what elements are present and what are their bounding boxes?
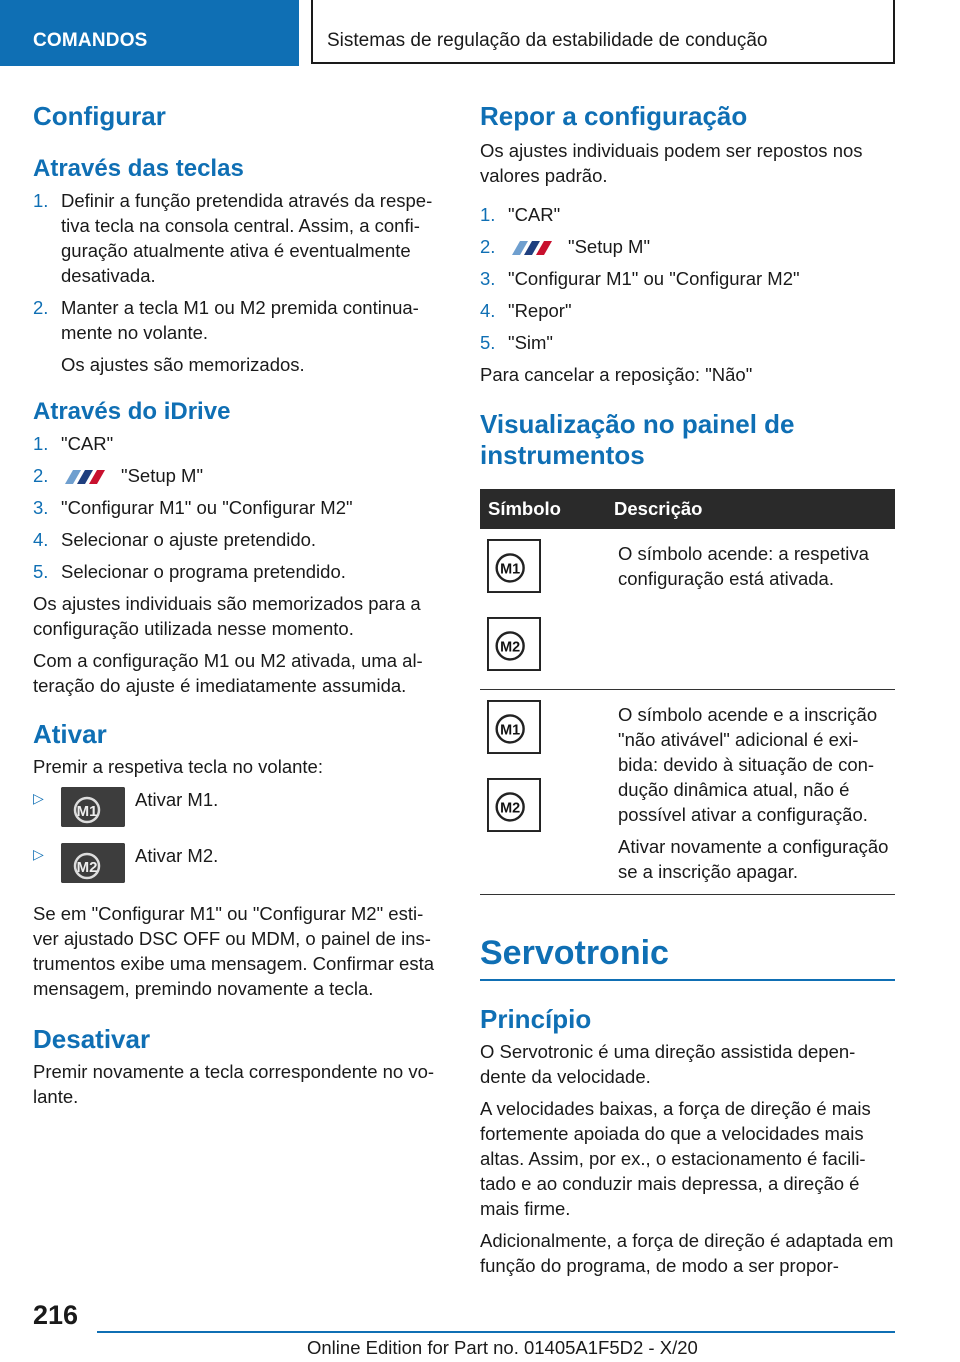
teclas-list bbox=[33, 188, 447, 345]
ativar-m1-item bbox=[33, 787, 447, 829]
ativar-m2-item bbox=[33, 843, 447, 885]
repor-cancel: Para cancelar a reposição: "Não" bbox=[480, 364, 753, 385]
servotronic-paragraph-3: Adicionalmente, a força de direção é adaptada em função do programa, de modo a ser propor- bbox=[480, 1230, 894, 1276]
chapter-header bbox=[311, 0, 895, 64]
row1-description: O símbolo acende: a respetiva configuração está ativada. bbox=[618, 543, 869, 589]
table-header-symbol: Símbolo bbox=[480, 489, 606, 529]
heading-desativar: Desativar bbox=[33, 1024, 151, 1054]
symbol-table bbox=[480, 489, 895, 895]
page-number: 216 bbox=[33, 1300, 79, 1330]
svg-text:M1: M1 bbox=[500, 722, 521, 739]
m2-button-icon bbox=[61, 843, 125, 883]
list-item: 4. "Repor" bbox=[480, 300, 572, 321]
list-item: 2. Manter a tecla M1 ou M2 premida continua-mente no volante. bbox=[33, 297, 419, 343]
right-column bbox=[480, 100, 895, 1278]
idrive-paragraph-1: Os ajustes individuais são memorizados para a configuração utilizada nesse momento. bbox=[33, 593, 421, 639]
list-item: 3. "Configurar M1" ou "Configurar M2" bbox=[480, 268, 800, 289]
triangle-bullet-icon: ▷ bbox=[33, 790, 44, 806]
ativar-intro: Premir a respetiva tecla no volante: bbox=[33, 756, 323, 777]
repor-list bbox=[480, 202, 895, 355]
table-header-description: Descrição bbox=[606, 489, 895, 529]
heading-servotronic: Servotronic bbox=[480, 934, 669, 972]
ativar-paragraph: Se em "Configurar M1" ou "Configurar M2" esti-ver ajustado DSC OFF ou MDM, o painel de ins-trumentos exibe uma mensagem. Confirmar esta mensagem, premindo novamente a tecla. bbox=[33, 903, 435, 999]
svg-text:M2: M2 bbox=[76, 859, 98, 876]
list-item: 2. "Setup M" bbox=[480, 236, 651, 257]
svg-text:M1: M1 bbox=[500, 561, 521, 578]
list-item: 2. "Setup M" bbox=[33, 465, 204, 486]
left-column bbox=[33, 100, 447, 1109]
section-label: COMANDOS bbox=[33, 30, 148, 51]
list-item: 3. "Configurar M1" ou "Configurar M2" bbox=[33, 497, 353, 518]
heading-principio: Princípio bbox=[480, 1004, 592, 1034]
m1-indicator-icon bbox=[487, 700, 541, 754]
chapter-title: Sistemas de regulação da estabilidade de condução bbox=[327, 30, 768, 51]
servotronic-paragraph-2: A velocidades baixas, a força de direção é mais fortemente apoiada do que a velocidades mais altas. Assim, por ex., o estacionamento é facili-tado e ao conduzir mais depressa, a direção é mais firme. bbox=[480, 1098, 871, 1219]
row2-description-2: Ativar novamente a configuração se a inscrição apagar. bbox=[618, 836, 889, 882]
heading-idrive: Através do iDrive bbox=[33, 398, 231, 425]
m-stripes-icon bbox=[61, 470, 113, 484]
m2-indicator-icon bbox=[487, 778, 541, 832]
row2-description-1: O símbolo acende e a inscrição "não ativável" adicional é exi-bida: devido à situação de con-dução dinâmica atual, não é possível ativar a configuração. bbox=[618, 704, 878, 825]
table-row bbox=[480, 529, 895, 690]
list-item: 1. "CAR" bbox=[33, 433, 114, 454]
idrive-list bbox=[33, 431, 447, 584]
heading-visualizacao: Visualização no painel de instrumentos bbox=[480, 409, 795, 470]
desativar-paragraph: Premir novamente a tecla correspondente no vo-lante. bbox=[33, 1061, 435, 1107]
m1-button-icon bbox=[61, 787, 125, 827]
teclas-note: Os ajustes são memorizados. bbox=[61, 354, 305, 375]
table-row bbox=[480, 690, 895, 895]
list-item: 5. Selecionar o programa pretendido. bbox=[33, 561, 346, 582]
heading-ativar: Ativar bbox=[33, 719, 107, 749]
heading-repor: Repor a configuração bbox=[480, 101, 748, 131]
heading-teclas: Através das teclas bbox=[33, 155, 244, 182]
edition-note: Online Edition for Part no. 01405A1F5D2 - X/20 bbox=[307, 1337, 698, 1358]
ativar-m2-label: Ativar M2. bbox=[135, 845, 219, 866]
idrive-paragraph-2: Com a configuração M1 ou M2 ativada, uma al-teração do ajuste é imediatamente assumida. bbox=[33, 650, 423, 696]
svg-text:M2: M2 bbox=[500, 800, 521, 817]
section-tab bbox=[0, 0, 299, 66]
m2-indicator-icon bbox=[487, 617, 541, 671]
m-stripes-icon bbox=[508, 241, 560, 255]
footer-rule bbox=[97, 1331, 895, 1333]
list-item: 1. Definir a função pretendida através da respe-tiva tecla na consola central. Assim, a confi-guração atualmente ativa é eventualmente desativada. bbox=[33, 190, 433, 286]
list-item: 4. Selecionar o ajuste pretendido. bbox=[33, 529, 317, 550]
triangle-bullet-icon: ▷ bbox=[33, 846, 44, 862]
list-item: 5. "Sim" bbox=[480, 332, 553, 353]
ativar-m1-label: Ativar M1. bbox=[135, 789, 219, 810]
repor-paragraph: Os ajustes individuais podem ser repostos nos valores padrão. bbox=[480, 140, 863, 186]
heading-configurar: Configurar bbox=[33, 101, 166, 131]
m1-indicator-icon bbox=[487, 539, 541, 593]
svg-text:M1: M1 bbox=[76, 803, 98, 820]
servotronic-paragraph-1: O Servotronic é uma direção assistida depen-dente da velocidade. bbox=[480, 1041, 856, 1087]
list-item: 1. "CAR" bbox=[480, 204, 561, 225]
svg-text:M2: M2 bbox=[500, 639, 521, 656]
